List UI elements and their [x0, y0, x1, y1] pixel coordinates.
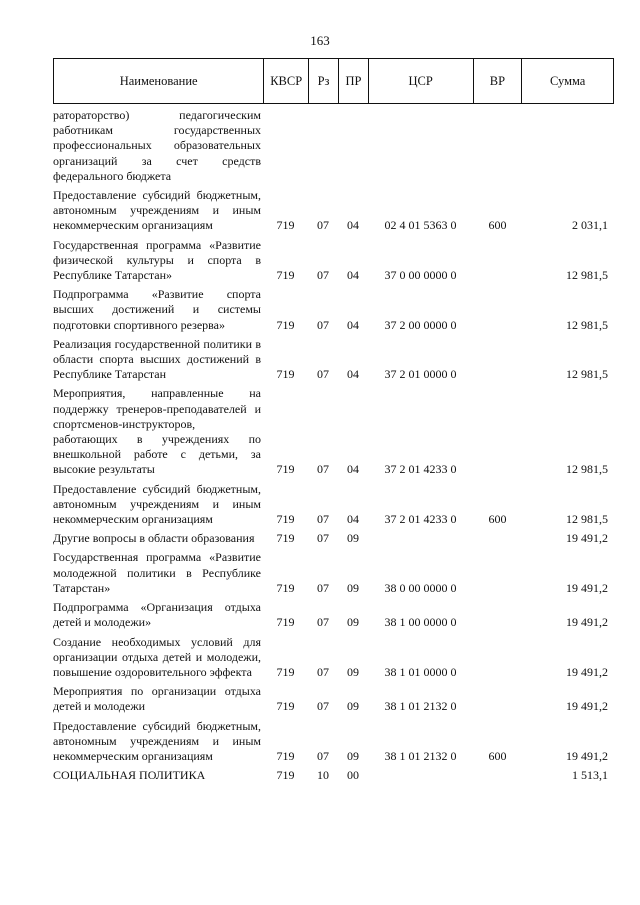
row-sum: 19 491,2 [566, 580, 608, 595]
row-sum: 19 491,2 [566, 699, 608, 714]
header-kvsr: КВСР [263, 59, 308, 103]
row-kvsr: 719 [276, 768, 295, 783]
row-csr: 38 0 00 0000 0 [384, 580, 457, 595]
row-sum: 1 513,1 [572, 768, 608, 783]
row-rz: 07 [317, 580, 329, 595]
table-row [53, 238, 614, 284]
row-name: Предоставление субсидий бюджетным, автономным учреждениям и иным некоммерческим организациям [53, 718, 261, 763]
row-sum: 12 981,5 [566, 462, 608, 477]
row-kvsr: 719 [276, 462, 295, 477]
row-pr: 09 [347, 615, 359, 630]
header-pr: ПР [338, 59, 368, 103]
header-rz: Рз [308, 59, 338, 103]
row-rz: 07 [317, 268, 329, 283]
table-row [53, 531, 614, 546]
row-csr: 37 0 00 0000 0 [384, 268, 457, 283]
row-name: Мероприятия, направленные на поддержку тренеров-преподавателей и спортсменов-инструкторов, работающих в учреждениях по внешкольной работе с детьми, за высокие результаты [53, 386, 261, 477]
row-sum: 12 981,5 [566, 367, 608, 382]
row-csr: 37 2 01 4233 0 [384, 462, 457, 477]
table-body [53, 108, 614, 787]
row-rz: 07 [317, 462, 329, 477]
row-csr: 38 1 01 2132 0 [384, 699, 457, 714]
row-pr: 09 [347, 748, 359, 763]
row-rz: 07 [317, 531, 329, 546]
row-rz: 07 [317, 512, 329, 527]
row-csr: 38 1 01 2132 0 [384, 748, 457, 763]
row-sum: 19 491,2 [566, 531, 608, 546]
table-row [53, 482, 614, 528]
row-pr: 04 [347, 317, 359, 332]
row-sum: 2 031,1 [572, 218, 608, 233]
header-sum: Сумма [521, 59, 613, 103]
row-kvsr: 719 [276, 531, 295, 546]
row-rz: 07 [317, 317, 329, 332]
row-name: Другие вопросы в области образования [53, 531, 255, 546]
row-sum: 19 491,2 [566, 748, 608, 763]
row-pr: 00 [347, 768, 359, 783]
table-header [53, 58, 614, 104]
row-csr: 37 2 01 0000 0 [384, 367, 457, 382]
row-sum: 19 491,2 [566, 615, 608, 630]
table-row [53, 287, 614, 333]
row-name: Реализация государственной политики в области спорта высших достижений в Республике Татарстан [53, 336, 261, 382]
row-kvsr: 719 [276, 512, 295, 527]
row-rz: 07 [317, 218, 329, 233]
row-pr: 09 [347, 664, 359, 679]
row-name: Государственная программа «Развитие физической культуры и спорта в Республике Татарстан» [53, 237, 261, 283]
row-pr: 04 [347, 367, 359, 382]
row-vr: 600 [488, 748, 507, 763]
page-number: 163 [310, 33, 330, 48]
table-row [53, 635, 614, 681]
row-rz: 07 [317, 699, 329, 714]
row-name: Подпрограмма «Организация отдыха детей и молодежи» [53, 600, 261, 630]
row-kvsr: 719 [276, 748, 295, 763]
table-row [53, 386, 614, 477]
table-row [53, 768, 614, 783]
table-row [53, 108, 614, 184]
row-sum: 12 981,5 [566, 268, 608, 283]
row-kvsr: 719 [276, 268, 295, 283]
table-row [53, 684, 614, 714]
row-rz: 07 [317, 615, 329, 630]
row-csr: 38 1 01 0000 0 [384, 664, 457, 679]
header-name: Наименование [119, 73, 198, 88]
row-kvsr: 719 [276, 580, 295, 595]
row-name: ратораторство) педагогическим работникам государственных профессиональных образовательных организаций за счет средств федерального бюджета [53, 108, 261, 183]
row-csr: 02 4 01 5363 0 [384, 218, 457, 233]
row-name: Создание необходимых условий для организации отдыха детей и молодежи, повышение оздоровительного эффекта [53, 634, 261, 679]
row-rz: 07 [317, 748, 329, 763]
row-kvsr: 719 [276, 664, 295, 679]
table-row [53, 719, 614, 765]
row-kvsr: 719 [276, 218, 295, 233]
row-name: Подпрограмма «Развитие спорта высших достижений и системы подготовки спортивного резерва» [53, 287, 261, 332]
row-sum: 19 491,2 [566, 664, 608, 679]
row-rz: 07 [317, 664, 329, 679]
row-kvsr: 719 [276, 317, 295, 332]
table-row [53, 550, 614, 596]
row-name: Государственная программа «Развитие молодежной политики в Республике Татарстан» [53, 550, 261, 595]
row-pr: 09 [347, 580, 359, 595]
table-row [53, 600, 614, 630]
row-name: Предоставление субсидий бюджетным, автономным учреждениям и иным некоммерческим организациям [53, 188, 261, 233]
header-vr: ВР [473, 59, 522, 103]
row-sum: 12 981,5 [566, 317, 608, 332]
row-rz: 10 [317, 768, 329, 783]
header-csr: ЦСР [368, 59, 473, 103]
table-row [53, 188, 614, 234]
row-vr: 600 [488, 218, 507, 233]
row-name: Предоставление субсидий бюджетным, автономным учреждениям и иным некоммерческим организациям [53, 481, 261, 527]
row-pr: 04 [347, 218, 359, 233]
row-pr: 04 [347, 512, 359, 527]
row-csr: 38 1 00 0000 0 [384, 615, 457, 630]
row-pr: 09 [347, 531, 359, 546]
row-name: Мероприятия по организации отдыха детей и молодежи [53, 684, 261, 714]
row-csr: 37 2 00 0000 0 [384, 317, 457, 332]
row-pr: 09 [347, 699, 359, 714]
row-pr: 04 [347, 268, 359, 283]
row-name: СОЦИАЛЬНАЯ ПОЛИТИКА [53, 768, 206, 783]
row-pr: 04 [347, 462, 359, 477]
row-sum: 12 981,5 [566, 512, 608, 527]
row-rz: 07 [317, 367, 329, 382]
row-kvsr: 719 [276, 615, 295, 630]
row-vr: 600 [488, 512, 507, 527]
row-csr: 37 2 01 4233 0 [384, 512, 457, 527]
row-kvsr: 719 [276, 367, 295, 382]
table-row [53, 337, 614, 383]
row-kvsr: 719 [276, 699, 295, 714]
